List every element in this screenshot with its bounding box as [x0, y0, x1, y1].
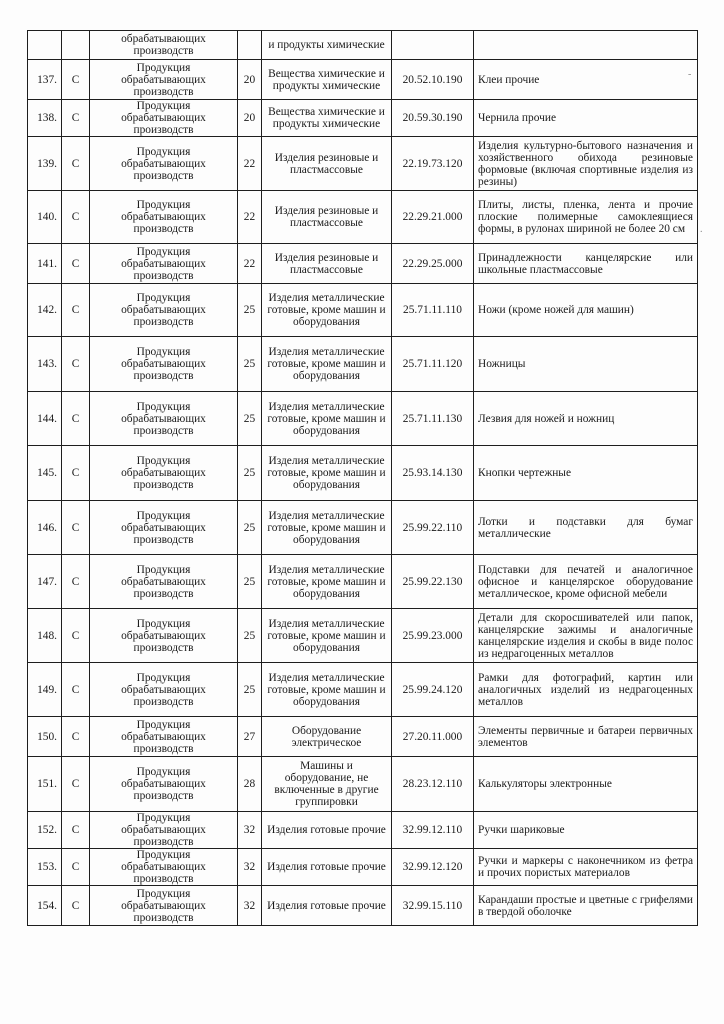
row-number-cell: 152.: [28, 812, 62, 849]
table-row: [28, 337, 698, 392]
class-name-cell: Изделия металлические готовые, кроме машин и оборудования: [262, 555, 392, 609]
group-cell: Продукция обрабатывающих производств: [90, 446, 238, 501]
description-cell: Ручки и маркеры с наконечником из фетра и прочих пористых материалов: [474, 849, 698, 886]
code-cell: 20.52.10.190: [392, 60, 474, 100]
class-cell: 32: [238, 886, 262, 926]
section-cell: С: [62, 392, 90, 446]
description-cell: Изделия культурно-бытового назначения и хозяйственного обихода резиновые формовые (включая спортивные изделия из резины): [474, 137, 698, 191]
description-cell: Калькуляторы электронные: [474, 757, 698, 812]
row-number-cell: 145.: [28, 446, 62, 501]
code-cell: 28.23.12.110: [392, 757, 474, 812]
table-row: [28, 757, 698, 812]
section-cell: С: [62, 337, 90, 392]
group-cell: Продукция обрабатывающих производств: [90, 284, 238, 337]
class-cell: 25: [238, 284, 262, 337]
class-cell: 25: [238, 446, 262, 501]
row-number-cell: 151.: [28, 757, 62, 812]
class-cell: 32: [238, 812, 262, 849]
description-cell: Подставки для печатей и аналогичное офисное и канцелярское оборудование металлическое, кроме офисной мебели: [474, 555, 698, 609]
section-cell: С: [62, 501, 90, 555]
row-number-cell: 141.: [28, 244, 62, 284]
code-cell: 32.99.15.110: [392, 886, 474, 926]
class-cell: 25: [238, 663, 262, 717]
description-cell: Детали для скоросшивателей или папок, канцелярские зажимы и аналогичные канцелярские изделия и скобы в виде полос из недрагоценных металлов: [474, 609, 698, 663]
row-number-cell: 139.: [28, 137, 62, 191]
class-name-cell: Вещества химические и продукты химические: [262, 100, 392, 137]
class-cell: 27: [238, 717, 262, 757]
row-number-cell: [28, 31, 62, 60]
table-row: [28, 609, 698, 663]
description-cell: Элементы первичные и батареи первичных элементов: [474, 717, 698, 757]
description-cell: Плиты, листы, пленка, лента и прочие плоские полимерные самоклеящиеся формы, в рулонах шириной не более 20 см: [474, 191, 698, 244]
class-name-cell: Изделия резиновые и пластмассовые: [262, 244, 392, 284]
row-number-cell: 144.: [28, 392, 62, 446]
table-row: [28, 849, 698, 886]
group-cell: Продукция обрабатывающих производств: [90, 392, 238, 446]
code-cell: [392, 31, 474, 60]
table-row: [28, 717, 698, 757]
class-name-cell: Изделия металлические готовые, кроме машин и оборудования: [262, 501, 392, 555]
section-cell: С: [62, 849, 90, 886]
class-cell: 20: [238, 60, 262, 100]
description-cell: Карандаши простые и цветные с грифелями в твердой оболочке: [474, 886, 698, 926]
group-cell: Продукция обрабатывающих производств: [90, 60, 238, 100]
margin-mark: -: [688, 69, 692, 80]
class-name-cell: Изделия готовые прочие: [262, 886, 392, 926]
code-cell: 25.93.14.130: [392, 446, 474, 501]
section-cell: С: [62, 555, 90, 609]
section-cell: С: [62, 886, 90, 926]
table-row: [28, 446, 698, 501]
class-cell: 22: [238, 137, 262, 191]
section-cell: С: [62, 757, 90, 812]
products-table: [27, 30, 698, 926]
description-cell: Ножи (кроме ножей для машин): [474, 284, 698, 337]
group-cell: Продукция обрабатывающих производств: [90, 100, 238, 137]
description-cell: Лотки и подставки для бумаг металлические: [474, 501, 698, 555]
code-cell: 25.99.23.000: [392, 609, 474, 663]
section-cell: С: [62, 663, 90, 717]
class-name-cell: Изделия металлические готовые, кроме машин и оборудования: [262, 284, 392, 337]
row-number-cell: 154.: [28, 886, 62, 926]
class-cell: 25: [238, 392, 262, 446]
table-row: [28, 100, 698, 137]
code-cell: 22.29.25.000: [392, 244, 474, 284]
code-cell: 32.99.12.120: [392, 849, 474, 886]
group-cell: Продукция обрабатывающих производств: [90, 757, 238, 812]
code-cell: 25.99.22.110: [392, 501, 474, 555]
class-name-cell: Вещества химические и продукты химические: [262, 60, 392, 100]
row-number-cell: 148.: [28, 609, 62, 663]
section-cell: С: [62, 100, 90, 137]
row-number-cell: 138.: [28, 100, 62, 137]
group-cell: Продукция обрабатывающих производств: [90, 137, 238, 191]
row-number-cell: 153.: [28, 849, 62, 886]
table-row: [28, 60, 698, 100]
code-cell: 25.71.11.120: [392, 337, 474, 392]
row-number-cell: 140.: [28, 191, 62, 244]
table-row: [28, 663, 698, 717]
code-cell: 25.71.11.130: [392, 392, 474, 446]
code-cell: 25.99.24.120: [392, 663, 474, 717]
section-cell: С: [62, 812, 90, 849]
table-row: [28, 886, 698, 926]
table-row-partial: [28, 31, 698, 60]
code-cell: 22.19.73.120: [392, 137, 474, 191]
code-cell: 32.99.12.110: [392, 812, 474, 849]
group-cell: Продукция обрабатывающих производств: [90, 609, 238, 663]
class-cell: 32: [238, 849, 262, 886]
class-name-cell: Изделия металлические готовые, кроме машин и оборудования: [262, 663, 392, 717]
class-cell: 25: [238, 337, 262, 392]
class-cell: 22: [238, 244, 262, 284]
section-cell: С: [62, 717, 90, 757]
class-name-cell: и продукты химические: [262, 31, 392, 60]
class-cell: 25: [238, 501, 262, 555]
table-row: [28, 244, 698, 284]
class-name-cell: Изделия металлические готовые, кроме машин и оборудования: [262, 392, 392, 446]
code-cell: 20.59.30.190: [392, 100, 474, 137]
row-number-cell: 149.: [28, 663, 62, 717]
table-row: [28, 284, 698, 337]
table-row: [28, 137, 698, 191]
section-cell: С: [62, 609, 90, 663]
section-cell: С: [62, 60, 90, 100]
class-name-cell: Изделия металлические готовые, кроме машин и оборудования: [262, 337, 392, 392]
class-name-cell: Изделия резиновые и пластмассовые: [262, 137, 392, 191]
table-row: [28, 555, 698, 609]
section-cell: С: [62, 244, 90, 284]
group-cell: Продукция обрабатывающих производств: [90, 244, 238, 284]
margin-mark: .: [700, 224, 703, 235]
class-name-cell: Изделия резиновые и пластмассовые: [262, 191, 392, 244]
row-number-cell: 150.: [28, 717, 62, 757]
group-cell: Продукция обрабатывающих производств: [90, 886, 238, 926]
row-number-cell: 143.: [28, 337, 62, 392]
group-cell: Продукция обрабатывающих производств: [90, 555, 238, 609]
group-cell: Продукция обрабатывающих производств: [90, 191, 238, 244]
class-name-cell: Изделия металлические готовые, кроме машин и оборудования: [262, 446, 392, 501]
code-cell: 25.99.22.130: [392, 555, 474, 609]
table-row: [28, 191, 698, 244]
group-cell: Продукция обрабатывающих производств: [90, 501, 238, 555]
class-cell: 25: [238, 609, 262, 663]
group-cell: Продукция обрабатывающих производств: [90, 717, 238, 757]
section-cell: С: [62, 191, 90, 244]
description-cell: Чернила прочие: [474, 100, 698, 137]
section-cell: [62, 31, 90, 60]
class-name-cell: Изделия готовые прочие: [262, 812, 392, 849]
description-cell: Кнопки чертежные: [474, 446, 698, 501]
code-cell: 25.71.11.110: [392, 284, 474, 337]
description-cell: Ножницы: [474, 337, 698, 392]
group-cell: обрабатывающих производств: [90, 31, 238, 60]
group-cell: Продукция обрабатывающих производств: [90, 663, 238, 717]
group-cell: Продукция обрабатывающих производств: [90, 812, 238, 849]
code-cell: 27.20.11.000: [392, 717, 474, 757]
class-name-cell: Машины и оборудование, не включенные в другие группировки: [262, 757, 392, 812]
class-name-cell: Оборудование электрическое: [262, 717, 392, 757]
section-cell: С: [62, 137, 90, 191]
description-cell: [474, 31, 698, 60]
row-number-cell: 137.: [28, 60, 62, 100]
row-number-cell: 146.: [28, 501, 62, 555]
class-cell: 20: [238, 100, 262, 137]
class-cell: 25: [238, 555, 262, 609]
description-cell: Принадлежности канцелярские или школьные пластмассовые: [474, 244, 698, 284]
class-cell: 28: [238, 757, 262, 812]
table-row: [28, 812, 698, 849]
group-cell: Продукция обрабатывающих производств: [90, 849, 238, 886]
description-cell: Лезвия для ножей и ножниц: [474, 392, 698, 446]
description-cell: Рамки для фотографий, картин или аналогичных изделий из недрагоценных металлов: [474, 663, 698, 717]
row-number-cell: 147.: [28, 555, 62, 609]
section-cell: С: [62, 446, 90, 501]
class-cell: 22: [238, 191, 262, 244]
description-cell: Клеи прочие: [474, 60, 698, 100]
row-number-cell: 142.: [28, 284, 62, 337]
class-name-cell: Изделия готовые прочие: [262, 849, 392, 886]
code-cell: 22.29.21.000: [392, 191, 474, 244]
class-cell: [238, 31, 262, 60]
group-cell: Продукция обрабатывающих производств: [90, 337, 238, 392]
description-cell: Ручки шариковые: [474, 812, 698, 849]
table-row: [28, 501, 698, 555]
table-row: [28, 392, 698, 446]
section-cell: С: [62, 284, 90, 337]
class-name-cell: Изделия металлические готовые, кроме машин и оборудования: [262, 609, 392, 663]
